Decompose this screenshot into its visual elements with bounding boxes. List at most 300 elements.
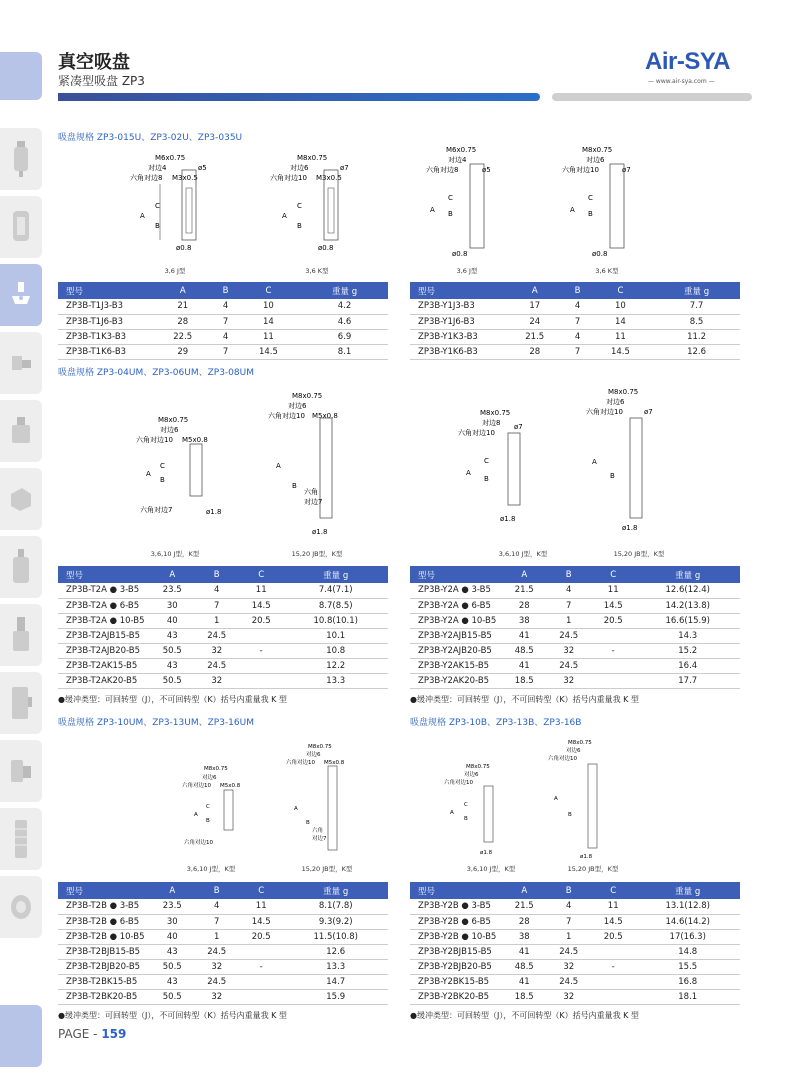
table-cell: 11.5(10.8) (283, 929, 388, 944)
table-cell: 1 (546, 613, 590, 628)
table-cell: 12.6 (653, 344, 740, 359)
label-hex7: 六角对边7 (140, 506, 173, 514)
label-b: B (160, 476, 165, 484)
diagram-y2b-large (548, 736, 638, 860)
sidebar-item-silencer[interactable] (0, 808, 42, 870)
table-cell: 13.3 (283, 959, 388, 974)
page-title: 真空吸盘 (58, 52, 130, 73)
label-d08: ø0.8 (176, 244, 192, 252)
table-cell: 24.5 (194, 974, 238, 989)
table-cell: 32 (194, 643, 238, 658)
caption-11: 3,6,10 J型，K型 (466, 865, 516, 873)
table-cell: 23.5 (150, 583, 194, 598)
table-cell: 14.7 (283, 974, 388, 989)
label-d7: ø7 (514, 423, 523, 431)
table-cell: 8.7(8.5) (283, 598, 388, 613)
table-cell: ZP3B-Y2B ● 6-B5 (410, 914, 502, 929)
table-cell: 38 (502, 929, 546, 944)
table-row (58, 673, 388, 688)
table-cell: 14.5 (591, 598, 635, 613)
table-row (58, 658, 388, 673)
table-cell (591, 974, 635, 989)
table-cell: 24.5 (546, 658, 590, 673)
table-cell: 14.5 (239, 598, 283, 613)
table-cell: ZP3B-Y2BK15-B5 (410, 974, 502, 989)
table-cell: 7 (567, 344, 587, 359)
label-a: A (570, 206, 575, 214)
label-m8: M8x0.75 (568, 740, 592, 746)
table-cell: ZP3B-Y1J6-B3 (410, 314, 502, 329)
table-cell: ZP3B-T2AK15-B5 (58, 658, 150, 673)
label-d18: ø1.8 (500, 515, 516, 523)
column-header: 重量 g (653, 282, 740, 299)
table-cell: 8.5 (653, 314, 740, 329)
label-d18: ø1.8 (480, 850, 493, 856)
table-cell: 41 (502, 628, 546, 643)
label-a: A (194, 812, 198, 818)
sidebar-item-vacuum[interactable] (0, 264, 42, 326)
column-header: B (194, 882, 238, 899)
table-cell: 7.7 (653, 299, 740, 314)
label-m5: M5x0.8 (324, 760, 345, 766)
label-m6: M6x0.75 (446, 146, 477, 154)
label-m8: M8x0.75 (204, 766, 228, 772)
table-cell: 28 (502, 914, 546, 929)
label-c: C (155, 202, 160, 210)
section-title-4: 吸盘规格 ZP3-10B、ZP3-13B、ZP3-16B (410, 718, 582, 728)
table-cell (239, 989, 283, 1004)
table-cell: ZP3B-T1J6-B3 (58, 314, 150, 329)
label-hex10: 六角对边10 (286, 760, 315, 766)
table-row (410, 658, 740, 673)
caption-10: 15,20 JB型，K型 (301, 865, 353, 873)
table-cell: ZP3B-T2B ● 3-B5 (58, 899, 150, 914)
page-subtitle: 紧凑型吸盘 ZP3 (58, 74, 145, 88)
table-cell: ZP3B-Y2AJB20-B5 (410, 643, 502, 658)
sidebar-item-tube[interactable] (0, 876, 42, 938)
table-cell: 43 (150, 658, 194, 673)
page-num: 159 (101, 1027, 127, 1041)
table-cell: 11 (591, 899, 635, 914)
column-header: B (546, 882, 590, 899)
label-hex10: 六角对边10 (444, 780, 473, 786)
table-cell: 1 (194, 613, 238, 628)
table-row (410, 299, 740, 314)
column-header: 重量 g (283, 566, 388, 583)
table-row (58, 989, 388, 1004)
label-m8: M8x0.75 (158, 416, 189, 424)
table-cell: ZP3B-Y2B ● 3-B5 (410, 899, 502, 914)
table-cell (239, 673, 283, 688)
caption-1: 3,6 J型 (164, 267, 186, 275)
table-cell: ZP3B-T2A ● 10-B5 (58, 613, 150, 628)
table-cell: ZP3B-Y1J3-B3 (410, 299, 502, 314)
diagram-y2b-small (440, 758, 530, 858)
label-a: A (140, 212, 145, 220)
table-cell: 12.6 (283, 944, 388, 959)
label-m8: M8x0.75 (466, 764, 490, 770)
column-header: A (502, 882, 546, 899)
page-number (58, 1027, 126, 1041)
table-cell: 24.5 (194, 944, 238, 959)
table-row (58, 583, 388, 598)
column-header: B (194, 566, 238, 583)
table-row (410, 974, 740, 989)
note-1: ●缓冲类型：可回转型（J），不可回转型（K）括号内重量我 K 型 (58, 695, 287, 704)
label-m5: M5x0.8 (220, 783, 241, 789)
table-cell: 14.2(13.8) (635, 598, 740, 613)
table-row (58, 899, 388, 914)
sidebar-item-gripper[interactable] (0, 604, 42, 666)
table-cell: 13.1(12.8) (635, 899, 740, 914)
table-cell: ZP3B-Y1K6-B3 (410, 344, 502, 359)
label-d7: ø7 (622, 166, 631, 174)
table-cell: 32 (194, 959, 238, 974)
diagram-t2b-small (178, 760, 258, 850)
table-cell: ZP3B-T2A ● 3-B5 (58, 583, 150, 598)
table-cell: 14.6(14.2) (635, 914, 740, 929)
diagram-t1-j (120, 148, 230, 258)
note-4: ●缓冲类型：可回转型（J），不可回转型（K）括号内重量我 K 型 (410, 1011, 639, 1020)
table-cell: 38 (502, 613, 546, 628)
table-cell: 10 (588, 299, 653, 314)
sidebar-top-tab (0, 52, 42, 100)
column-header: A (502, 282, 567, 299)
table-cell: 40 (150, 929, 194, 944)
label-b: B (297, 222, 302, 230)
table-cell: 17.7 (635, 673, 740, 688)
table-cell: 24.5 (194, 628, 238, 643)
column-header: B (567, 282, 587, 299)
table-cell: 24.5 (194, 658, 238, 673)
sidebar-item-cylinder[interactable] (0, 536, 42, 598)
column-header: 重量 g (283, 882, 388, 899)
table-cell: 18.5 (502, 989, 546, 1004)
sidebar-item-fitting[interactable] (0, 332, 42, 394)
column-header: C (591, 882, 635, 899)
label-b: B (588, 210, 593, 218)
table-cell: 11 (239, 899, 283, 914)
label-m8: M8x0.75 (308, 744, 332, 750)
diagram-y2a-large (584, 384, 694, 534)
label-opp6: 对边6 (464, 772, 479, 778)
table-row (410, 613, 740, 628)
label-hex8: 六角对边8 (130, 174, 163, 182)
table-cell (591, 673, 635, 688)
caption-8: 15,20 JB型，K型 (613, 550, 665, 558)
table-cell: 4 (215, 299, 235, 314)
table-cell: 8.1(7.8) (283, 899, 388, 914)
actuator-icon (8, 683, 34, 723)
label-b: B (206, 818, 210, 824)
label-hex10: 六角对边10 (562, 166, 599, 174)
table-cell: 21.5 (502, 329, 567, 344)
table-row (58, 974, 388, 989)
table-cell: ZP3B-Y2B ● 10-B5 (410, 929, 502, 944)
table-row (410, 643, 740, 658)
label-b: B (464, 816, 468, 822)
column-header: C (236, 282, 301, 299)
table-cell: 32 (194, 673, 238, 688)
column-header: 型号 (410, 566, 502, 583)
table-cell: - (239, 959, 283, 974)
table-cell: 40 (150, 613, 194, 628)
table-cell: 41 (502, 658, 546, 673)
column-header: A (502, 566, 546, 583)
table-cell: ZP3B-Y2AJB15-B5 (410, 628, 502, 643)
label-b: B (484, 475, 489, 483)
label-hex10: 六角对边10 (548, 756, 577, 762)
column-header: 型号 (58, 282, 150, 299)
table-row (58, 613, 388, 628)
table-row (410, 929, 740, 944)
table-cell: 1 (546, 929, 590, 944)
table-cell: 10.8(10.1) (283, 613, 388, 628)
sidebar-item-filter[interactable] (0, 128, 42, 190)
label-m6: M6x0.75 (155, 154, 186, 162)
table-cell: 28 (150, 314, 215, 329)
table-cell: 7 (215, 314, 235, 329)
label-c: C (588, 194, 593, 202)
diagram-y1-j (412, 142, 522, 260)
table-cell: 41 (502, 944, 546, 959)
table-cell: 7 (567, 314, 587, 329)
table-cell: ZP3B-T1K3-B3 (58, 329, 150, 344)
table-row (58, 914, 388, 929)
label-m3: M3x0.5 (172, 174, 198, 182)
table-row (58, 344, 388, 359)
table-t6 (410, 882, 740, 1005)
sidebar-item-joint[interactable] (0, 740, 42, 802)
table-row (58, 329, 388, 344)
table-cell: 30 (150, 598, 194, 613)
table-cell (591, 658, 635, 673)
label-c: C (206, 804, 210, 810)
column-header: C (588, 282, 653, 299)
table-cell: - (591, 643, 635, 658)
table-cell: ZP3B-T2BK20-B5 (58, 989, 150, 1004)
sidebar-item-valve[interactable] (0, 400, 42, 462)
table-row (410, 989, 740, 1004)
label-b: B (292, 482, 297, 490)
label-m8: M8x0.75 (582, 146, 613, 154)
table-cell: ZP3B-T2BK15-B5 (58, 974, 150, 989)
table-cell: 7 (215, 344, 235, 359)
column-header: C (239, 882, 283, 899)
table-cell: ZP3B-T2BJB20-B5 (58, 959, 150, 974)
table-cell: 7 (194, 598, 238, 613)
table-cell (591, 628, 635, 643)
label-a: A (466, 469, 471, 477)
table-cell: 1 (194, 929, 238, 944)
table-cell: 20.5 (591, 613, 635, 628)
label-b: B (448, 210, 453, 218)
table-row (410, 344, 740, 359)
table-cell: 7 (546, 598, 590, 613)
table-cell: ZP3B-Y2BJB20-B5 (410, 959, 502, 974)
table-cell: 11.2 (653, 329, 740, 344)
table-cell: 43 (150, 944, 194, 959)
page-prefix: PAGE - (58, 1027, 102, 1041)
solenoid-icon (8, 484, 34, 514)
table-cell: ZP3B-T2AJB15-B5 (58, 628, 150, 643)
label-a: A (450, 810, 454, 816)
label-d18: ø1.8 (622, 524, 638, 532)
table-cell: 9.3(9.2) (283, 914, 388, 929)
label-a: A (294, 806, 298, 812)
table-t2 (410, 282, 740, 360)
table-cell: ZP3B-Y2A ● 6-B5 (410, 598, 502, 613)
table-cell: 24.5 (546, 628, 590, 643)
table-cell: 32 (546, 673, 590, 688)
table-cell: 30 (150, 914, 194, 929)
table-row (410, 628, 740, 643)
column-header: B (215, 282, 235, 299)
table-cell: 32 (194, 989, 238, 1004)
label-hex10: 六角对边10 (586, 408, 623, 416)
sidebar-item-solenoid[interactable] (0, 468, 42, 530)
table-row (58, 643, 388, 658)
table-cell: 32 (546, 959, 590, 974)
label-d7: ø7 (340, 164, 349, 172)
valve-icon (9, 414, 33, 448)
table-cell: 4 (194, 583, 238, 598)
table-cell: 41 (502, 974, 546, 989)
table-cell: 4 (567, 329, 587, 344)
table-cell: ZP3B-T1J3-B3 (58, 299, 150, 314)
table-cell: 13.3 (283, 673, 388, 688)
column-header: C (591, 566, 635, 583)
label-hex10: 六角对边10 (270, 174, 307, 182)
section-title-1: 吸盘规格 ZP3-015U、ZP3-02U、ZP3-035U (58, 133, 243, 143)
label-opp4: 对边4 (448, 156, 467, 164)
table-cell: ZP3B-Y2BJB15-B5 (410, 944, 502, 959)
table-row (58, 929, 388, 944)
table-cell: 15.5 (635, 959, 740, 974)
table-cell (239, 628, 283, 643)
table-cell: 7 (546, 914, 590, 929)
table-cell: 4.6 (301, 314, 388, 329)
table-cell: ZP3B-Y2BK20-B5 (410, 989, 502, 1004)
table-cell: - (239, 643, 283, 658)
label-c: C (160, 462, 165, 470)
table-cell: 16.8 (635, 974, 740, 989)
table-cell: - (591, 959, 635, 974)
sidebar-item-actuator[interactable] (0, 672, 42, 734)
table-cell: 48.5 (502, 643, 546, 658)
label-m5: M5x0.8 (312, 412, 338, 420)
table-t4 (410, 566, 740, 689)
label-d08: ø0.8 (452, 250, 468, 258)
sidebar-item-regulator[interactable] (0, 196, 42, 258)
label-a: A (276, 462, 281, 470)
table-cell: 24 (502, 314, 567, 329)
table-cell (239, 658, 283, 673)
label-hex10: 六角对边10 (458, 429, 495, 437)
table-cell: 4 (194, 899, 238, 914)
note-2: ●缓冲类型：可回转型（J），不可回转型（K）括号内重量我 K 型 (410, 695, 639, 704)
sidebar (0, 0, 42, 1077)
table-cell: ZP3B-T1K6-B3 (58, 344, 150, 359)
caption-9: 3,6,10 J型，K型 (186, 865, 236, 873)
table-cell: 24.5 (546, 974, 590, 989)
table-cell: 14 (588, 314, 653, 329)
table-cell: 48.5 (502, 959, 546, 974)
column-header: 型号 (410, 882, 502, 899)
table-cell: 14.5 (239, 914, 283, 929)
label-m5: M5x0.8 (182, 436, 208, 444)
table-row (410, 899, 740, 914)
label-opp6: 对边6 (288, 402, 307, 410)
table-cell: 23.5 (150, 899, 194, 914)
table-cell: 17(16.3) (635, 929, 740, 944)
label-hex10: 六角对边10 (136, 436, 173, 444)
label-b: B (610, 472, 615, 480)
caption-6: 15,20 JB型，K型 (291, 550, 343, 558)
table-cell: ZP3B-Y2A ● 3-B5 (410, 583, 502, 598)
table-cell (239, 974, 283, 989)
table-cell: 20.5 (591, 929, 635, 944)
table-cell: 18.5 (502, 673, 546, 688)
table-cell: ZP3B-T2B ● 6-B5 (58, 914, 150, 929)
table-cell: 16.4 (635, 658, 740, 673)
label-b: B (568, 812, 572, 818)
table-cell: 11 (588, 329, 653, 344)
label-d18: ø1.8 (312, 528, 328, 536)
table-cell: 20.5 (239, 929, 283, 944)
table-cell (239, 944, 283, 959)
label-a: A (282, 212, 287, 220)
table-row (58, 314, 388, 329)
table-cell: 21.5 (502, 899, 546, 914)
table-cell: 4 (567, 299, 587, 314)
table-t1 (58, 282, 388, 360)
label-a: A (592, 458, 597, 466)
silencer-icon (10, 817, 32, 861)
table-cell: 20.5 (239, 613, 283, 628)
label-m3: M3x0.5 (316, 174, 342, 182)
table-cell: 18.1 (635, 989, 740, 1004)
table-cell: 50.5 (150, 643, 194, 658)
diagram-t2a-large (260, 388, 370, 538)
vacuum-pad-icon (9, 280, 33, 310)
table-row (410, 959, 740, 974)
table-cell: 14.5 (236, 344, 301, 359)
label-opp7: 对边7 (304, 498, 323, 506)
diagram-t1-k (262, 148, 372, 258)
label-opp6: 对边6 (586, 156, 605, 164)
caption-3: 3,6 J型 (456, 267, 478, 275)
brand-logo: Air-SYA (645, 48, 730, 75)
column-header: B (546, 566, 590, 583)
label-c: C (297, 202, 302, 210)
table-cell: 10 (236, 299, 301, 314)
label-opp6: 对边6 (306, 752, 321, 758)
table-row (410, 314, 740, 329)
label-a: A (554, 796, 558, 802)
table-cell: 15.2 (635, 643, 740, 658)
table-row (58, 628, 388, 643)
table-row (410, 329, 740, 344)
table-cell: ZP3B-T2AK20-B5 (58, 673, 150, 688)
label-opp6: 对边6 (566, 748, 581, 754)
label-hex: 六角 (304, 488, 318, 496)
table-cell: 50.5 (150, 673, 194, 688)
table-t5 (58, 882, 388, 1005)
table-cell: 43 (150, 628, 194, 643)
table-cell: ZP3B-Y2AK20-B5 (410, 673, 502, 688)
caption-7: 3,6,10 J型，K型 (498, 550, 548, 558)
